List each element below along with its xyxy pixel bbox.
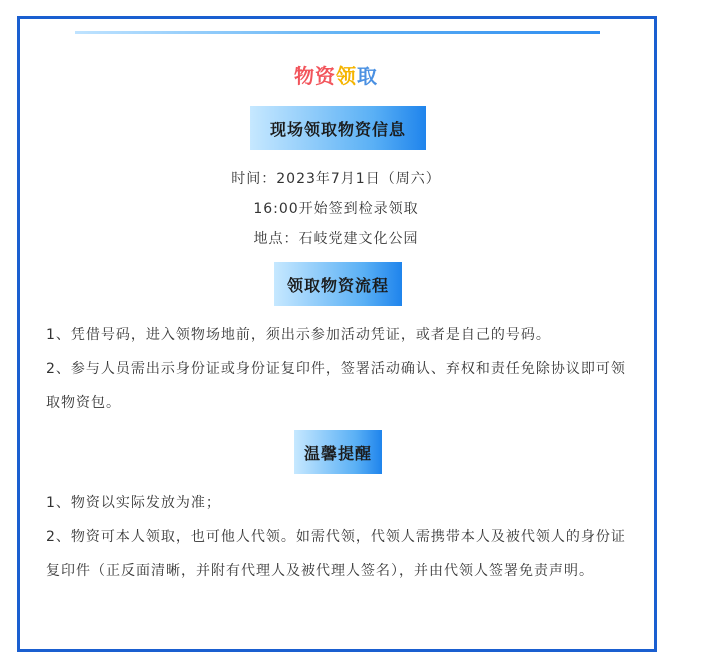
page-title (0, 60, 672, 89)
title-char-4: 取 (357, 64, 378, 88)
reminder-item-1: 1、物资以实际发放为准； (46, 495, 221, 511)
section-heading-reminder: 温馨提醒 (294, 430, 382, 474)
title-char-3: 领 (336, 64, 357, 88)
reminder-item-2: 2、物资可本人领取，也可他人代领。如需代领，代领人需携带本人及被代领人的身份证复印件（正反面清晰，并附有代理人及被代理人签名），并由代领人签署免责声明。 (46, 529, 626, 579)
top-divider (75, 31, 600, 34)
title-char-1: 物 (294, 64, 315, 88)
frame-border-right (654, 16, 657, 652)
section-heading-onsite-info: 现场领取物资信息 (250, 106, 426, 150)
frame-border-bottom (17, 649, 657, 652)
process-step-2: 2、参与人员需出示身份证或身份证复印件，签署活动确认、弃权和责任免除协议即可领取物资包。 (46, 361, 626, 411)
event-time: 时间：2023年7月1日（周六） (231, 171, 441, 187)
section-heading-process: 领取物资流程 (274, 262, 402, 306)
frame-border-top (17, 16, 657, 19)
process-step-1: 1、凭借号码，进入领物场地前，须出示参加活动凭证，或者是自己的号码。 (46, 327, 551, 343)
frame-border-left (17, 16, 20, 652)
signin-time: 16:00开始签到检录领取 (253, 201, 419, 217)
title-char-2: 资 (315, 64, 336, 88)
event-location: 地点：石岐党建文化公园 (253, 231, 419, 247)
